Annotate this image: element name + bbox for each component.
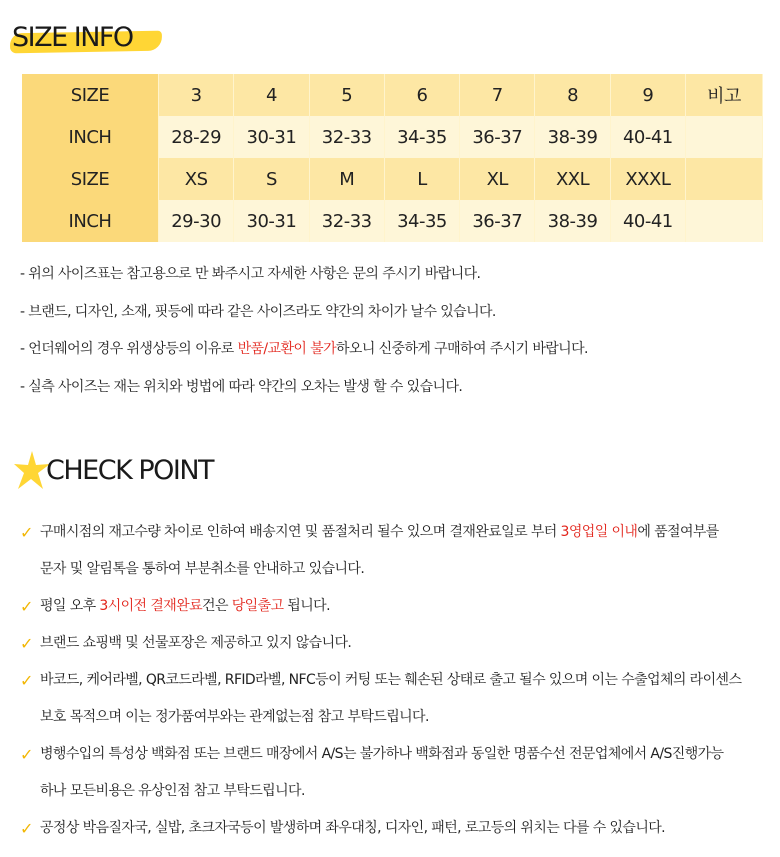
row-label: SIZE — [22, 158, 159, 200]
size-cell: 34-35 — [384, 200, 459, 242]
size-cell: M — [309, 158, 384, 200]
size-cell: L — [384, 158, 459, 200]
size-table-row — [22, 158, 763, 200]
size-cell: 9 — [610, 74, 685, 116]
size-cell: XS — [159, 158, 234, 200]
size-cell: 7 — [460, 74, 535, 116]
size-notes — [20, 262, 588, 412]
size-cell: 3 — [159, 74, 234, 116]
note-cell — [686, 116, 763, 158]
check-point-title: CHECK POINT — [46, 455, 214, 486]
size-cell: 38-39 — [535, 200, 610, 242]
check-point-text: 바코드, 케어라벨, QR코드라벨, RFID라벨, NFC등이 커팅 또는 훼손된 상태로 출고 될수 있으며 이는 수출업체의 라이센스 — [40, 672, 742, 688]
check-point-text: 병행수입의 특성상 백화점 또는 브랜드 매장에서 A/S는 불가하나 백화점과 동일한 명품수선 전문업체에서 A/S진행가능 — [40, 746, 724, 762]
size-cell: 6 — [384, 74, 459, 116]
note-text: - 실측 사이즈는 재는 위치와 벙법에 따라 약간의 오차는 발생 할 수 있습니다. — [20, 378, 463, 395]
size-table-row — [22, 74, 763, 116]
note-text: - 브랜드, 디자인, 소재, 핏등에 따라 같은 사이즈라도 약간의 차이가 날수 있습니다. — [20, 303, 496, 320]
size-cell: 4 — [234, 74, 309, 116]
size-cell: 30-31 — [234, 200, 309, 242]
note-text: - 언더웨어의 경우 위생상등의 이유로 — [20, 341, 238, 357]
size-note-line — [20, 262, 588, 300]
size-cell: 30-31 — [234, 116, 309, 158]
size-note-line — [20, 375, 588, 413]
check-point-text: 문자 및 알림톡을 통하여 부분취소를 안내하고 있습니다. — [40, 561, 365, 577]
size-cell: 29-30 — [159, 200, 234, 242]
size-info-heading — [12, 22, 133, 53]
check-point-item — [20, 736, 770, 773]
check-mark-icon: ✓ — [20, 634, 33, 653]
size-cell: 8 — [535, 74, 610, 116]
check-point-item-continued — [20, 551, 770, 588]
check-mark-icon: ✓ — [20, 819, 33, 838]
check-point-text: 보호 목적으며 이는 정가품여부와는 관계없는점 참고 부탁드립니다. — [40, 709, 429, 725]
size-table-row — [22, 200, 763, 242]
row-label: INCH — [22, 200, 159, 242]
size-cell: 32-33 — [309, 200, 384, 242]
check-mark-icon: ✓ — [20, 597, 33, 616]
size-cell: 40-41 — [610, 200, 685, 242]
check-point-item — [20, 810, 770, 847]
check-point-text: 공정상 박음질자국, 실밥, 초크자국등이 발생하며 좌우대칭, 디자인, 패턴, 로고등의 위치는 다를 수 있습니다. — [40, 820, 666, 836]
size-cell: 38-39 — [535, 116, 610, 158]
check-point-text: 브랜드 쇼핑백 및 선물포장은 제공하고 있지 않습니다. — [40, 635, 352, 651]
check-point-heading — [14, 455, 213, 486]
check-point-item — [20, 662, 770, 699]
note-cell — [686, 200, 763, 242]
note-cell: 비고 — [686, 74, 763, 116]
size-cell: 34-35 — [384, 116, 459, 158]
note-text: - 위의 사이즈표는 참고용으로 만 봐주시고 자세한 사항은 문의 주시기 바랍니다. — [20, 266, 481, 282]
check-point-text: 됩니다. — [283, 598, 330, 614]
size-cell: XL — [460, 158, 535, 200]
size-cell: 40-41 — [610, 116, 685, 158]
check-mark-icon: ✓ — [20, 523, 33, 542]
size-cell: XXXL — [610, 158, 685, 200]
note-cell — [686, 158, 763, 200]
size-cell: S — [234, 158, 309, 200]
size-table-row — [22, 116, 763, 158]
check-point-text: 건은 — [202, 598, 232, 614]
size-cell: 36-37 — [460, 200, 535, 242]
highlight-text: 반품/교환이 불가 — [237, 341, 336, 357]
size-cell: XXL — [535, 158, 610, 200]
check-point-text: 구매시점의 재고수량 차이로 인하여 배송지연 및 품절처리 될수 있으며 결재완료일로 부터 — [40, 524, 561, 540]
check-mark-icon: ✓ — [20, 745, 33, 764]
size-cell: 32-33 — [309, 116, 384, 158]
check-point-item — [20, 514, 770, 551]
check-point-list — [20, 514, 770, 847]
size-info-title: SIZE INFO — [12, 22, 133, 53]
row-label: SIZE — [22, 74, 159, 116]
check-point-item-continued — [20, 699, 770, 736]
check-point-text: 하나 모든비용은 유상인점 참고 부탁드립니다. — [40, 783, 305, 799]
highlight-text: 3시이전 결재완료 — [99, 598, 203, 614]
highlight-text: 당일출고 — [231, 598, 284, 614]
check-point-text: 평일 오후 — [40, 598, 100, 614]
note-text: 하오니 신중하게 구매하여 주시기 바랍니다. — [336, 341, 588, 357]
check-point-item — [20, 588, 770, 625]
size-note-line — [20, 337, 588, 375]
highlight-text: 3영업일 이내 — [560, 524, 638, 540]
check-mark-icon: ✓ — [20, 671, 33, 690]
row-label: INCH — [22, 116, 159, 158]
size-note-line — [20, 300, 588, 338]
check-point-item — [20, 625, 770, 662]
check-point-text: 에 품절여부를 — [637, 524, 719, 540]
size-cell: 28-29 — [159, 116, 234, 158]
size-table — [22, 74, 763, 242]
size-cell: 36-37 — [460, 116, 535, 158]
size-cell: 5 — [309, 74, 384, 116]
check-point-item-continued — [20, 773, 770, 810]
